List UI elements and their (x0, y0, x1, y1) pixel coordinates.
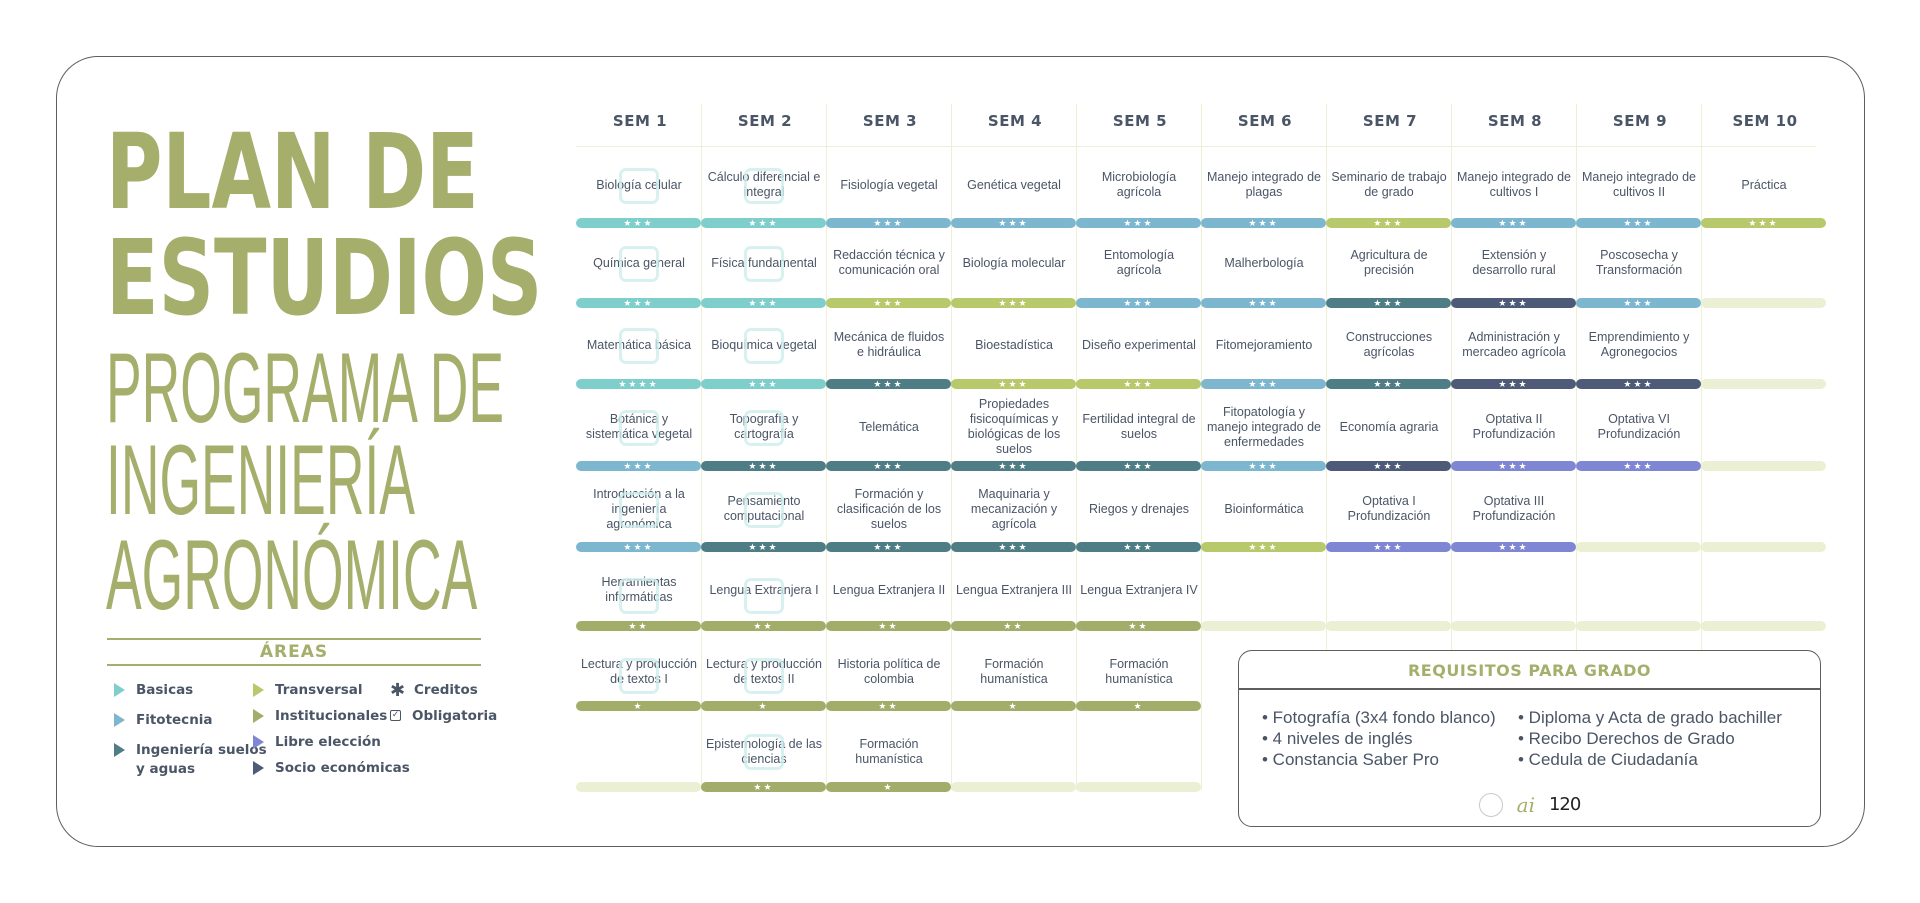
mandatory-watermark-icon (619, 328, 659, 364)
course-cell: Fertilidad integral de suelos (1082, 412, 1196, 441)
credit-bar: ★★★ (1451, 298, 1576, 308)
course-cell: Manejo integrado de plagas (1207, 170, 1321, 199)
mandatory-watermark-icon (744, 410, 784, 446)
empty-bar (1701, 621, 1826, 631)
credit-bar: ★★★ (826, 379, 951, 389)
empty-bar (576, 782, 701, 792)
mandatory-watermark-icon (619, 246, 659, 282)
legend-creditos (390, 681, 478, 700)
requirement-item: • Diploma y Acta de grado bachiller (1518, 708, 1782, 727)
credit-bar: ★★ (951, 621, 1076, 631)
mandatory-watermark-icon (619, 492, 659, 528)
title-ingenieria: INGENIERÍA (106, 424, 415, 535)
course-cell: Construcciones agrícolas (1345, 330, 1433, 359)
credit-bar: ★★★ (1201, 542, 1326, 552)
course-cell: Poscosecha y Transformación (1595, 248, 1683, 277)
course-cell: Optativa VI Profundización (1597, 412, 1681, 441)
course-cell: Epistemología de las ciencias (705, 737, 823, 766)
credit-bar: ★★★ (1576, 461, 1701, 471)
semester-header: SEM 5 (1112, 112, 1168, 130)
credit-bar: ★★★ (826, 542, 951, 552)
credit-bar: ★★ (701, 621, 826, 631)
credit-bar: ★★★ (1576, 298, 1701, 308)
credit-bar: ★★★ (951, 461, 1076, 471)
credit-bar: ★★★★ (576, 379, 701, 389)
title-programa-de: PROGRAMA DE (106, 332, 505, 443)
credit-bar: ★★★ (1326, 379, 1451, 389)
column-separator (951, 104, 952, 790)
areas-bottom-divider (107, 664, 481, 666)
course-cell: Manejo integrado de cultivos II (1582, 170, 1696, 199)
course-cell: Física fundamental (711, 255, 817, 270)
credit-bar: ★★★ (576, 461, 701, 471)
course-cell: Química general (593, 255, 685, 270)
course-cell: Formación humanística (855, 737, 923, 766)
course-cell: Formación y clasificación de los suelos (836, 486, 942, 531)
credit-bar: ★★★ (826, 218, 951, 228)
semester-header: SEM 10 (1732, 112, 1798, 130)
column-separator (1201, 104, 1202, 790)
legend-label: Basicas (136, 682, 194, 698)
course-cell: Biología celular (596, 177, 682, 192)
credit-bar: ★ (1076, 701, 1201, 711)
course-cell: Lengua Extranjera III (955, 582, 1073, 597)
mandatory-watermark-icon (744, 246, 784, 282)
empty-bar (1701, 379, 1826, 389)
empty-bar (1701, 298, 1826, 308)
course-cell: Riegos y drenajes (1088, 501, 1190, 516)
semester-header: SEM 7 (1362, 112, 1418, 130)
course-cell: Biología molecular (962, 255, 1066, 270)
course-cell: Optativa I Profundización (1347, 494, 1431, 523)
legend-label: Libre elección (275, 734, 381, 750)
course-cell: Lectura y producción de textos I (580, 657, 698, 686)
credit-bar: ★★★ (701, 542, 826, 552)
legend-transversal (253, 681, 363, 700)
course-cell: Seminario de trabajo de grado (1331, 170, 1447, 199)
credit-bar: ★★★ (701, 298, 826, 308)
mandatory-watermark-icon (619, 578, 659, 614)
credit-bar: ★★ (1076, 621, 1201, 631)
asterisk-icon: ✱ (390, 680, 406, 701)
triangle-icon (253, 735, 264, 749)
course-cell: Redacción técnica y comunicación oral (833, 248, 945, 277)
credit-bar: ★★★ (701, 461, 826, 471)
areas-top-divider (107, 638, 481, 640)
legend-obligatoria (390, 707, 497, 726)
course-cell: Fitopatología y manejo integrado de enfermedades (1207, 404, 1321, 449)
course-cell: Fisiología vegetal (840, 177, 938, 192)
semester-header: SEM 2 (737, 112, 793, 130)
mandatory-watermark-icon (619, 168, 659, 204)
credit-bar: ★★★ (1201, 379, 1326, 389)
credit-bar: ★★ (701, 782, 826, 792)
requirements-title: REQUISITOS PARA GRADO (1407, 661, 1651, 680)
requirement-item: • Recibo Derechos de Grado (1518, 729, 1735, 748)
credit-bar: ★★★ (1076, 218, 1201, 228)
triangle-icon (253, 709, 264, 723)
requirements-left-list (1262, 707, 1496, 770)
legend-institucionales (253, 707, 387, 726)
requirement-item: • Constancia Saber Pro (1262, 750, 1439, 769)
legend-label: Creditos (414, 682, 478, 698)
course-cell: Práctica (1741, 177, 1787, 192)
course-cell: Botánica y sistemática vegetal (585, 412, 693, 441)
triangle-icon (253, 683, 264, 697)
credit-bar: ★★★ (701, 379, 826, 389)
legend-label: Ingeniería suelos y aguas (136, 742, 267, 777)
triangle-icon (114, 743, 125, 757)
credit-bar: ★★★ (1201, 461, 1326, 471)
empty-bar (1076, 782, 1201, 792)
course-cell: Lectura y producción de textos II (705, 657, 823, 686)
requirements-right-list (1518, 707, 1782, 770)
credit-bar: ★★★ (1451, 461, 1576, 471)
credit-bar: ★ (576, 701, 701, 711)
credit-bar: ★★ (576, 621, 701, 631)
course-cell: Microbiología agrícola (1101, 170, 1177, 199)
course-cell: Genética vegetal (967, 177, 1061, 192)
credit-bar: ★★★ (1076, 379, 1201, 389)
empty-bar (1576, 542, 1701, 552)
course-cell: Lengua Extranjera IV (1080, 582, 1198, 597)
course-cell: Lengua Extranjera II (832, 582, 946, 597)
requirement-item: • Fotografía (3x4 fondo blanco) (1262, 708, 1496, 727)
requirements-box (1238, 650, 1821, 827)
course-cell: Matemática básica (586, 337, 692, 352)
requirements-divider (1239, 688, 1820, 690)
credit-bar: ★★★ (1576, 379, 1701, 389)
credit-bar: ★★★ (1451, 218, 1576, 228)
course-cell: Pensamiento computacional (723, 494, 805, 523)
credit-bar: ★★★ (1201, 298, 1326, 308)
credit-bar: ★★★ (576, 542, 701, 552)
course-cell: Diseño experimental (1082, 337, 1196, 352)
triangle-icon (253, 761, 264, 775)
triangle-icon (114, 683, 125, 697)
credit-bar: ★ (826, 782, 951, 792)
ai-logo: ai (1516, 793, 1535, 817)
credit-bar: ★★★ (1326, 218, 1451, 228)
course-cell: Formación humanística (1105, 657, 1173, 686)
empty-bar (1576, 621, 1701, 631)
course-cell: Extensión y desarrollo rural (1472, 248, 1556, 277)
legend-socio-economicas (253, 759, 410, 778)
university-seal-logo (1479, 793, 1503, 817)
course-cell: Agricultura de precisión (1350, 248, 1428, 277)
course-cell: Optativa II Profundización (1472, 412, 1556, 441)
course-cell: Topografía y cartografía (729, 412, 799, 441)
mandatory-watermark-icon (619, 658, 659, 694)
empty-bar (1201, 621, 1326, 631)
title-agronomica: AGRONÓMICA (106, 519, 478, 630)
title-estudios: ESTUDIOS (106, 217, 543, 339)
mandatory-watermark-icon (744, 658, 784, 694)
credit-bar: ★★★ (951, 379, 1076, 389)
legend-label: Obligatoria (412, 708, 498, 724)
credit-bar: ★★ (826, 701, 951, 711)
mandatory-watermark-icon (744, 168, 784, 204)
credit-bar: ★★★ (826, 461, 951, 471)
checkbox-icon: ✓ (391, 710, 400, 720)
credit-bar: ★★★ (576, 298, 701, 308)
credit-bar: ★★★ (1326, 298, 1451, 308)
mandatory-watermark-icon (744, 578, 784, 614)
credit-bar: ★★★ (1076, 461, 1201, 471)
credit-bar: ★★★ (951, 218, 1076, 228)
credit-bar: ★★★ (951, 298, 1076, 308)
legend-basicas (114, 681, 193, 700)
course-cell: Bioquímica vegetal (711, 337, 817, 352)
course-cell: Propiedades fisicoquímicas y biológicas de los suelos (967, 397, 1061, 456)
semester-header: SEM 3 (862, 112, 918, 130)
requirement-item: • Cedula de Ciudadanía (1518, 750, 1698, 769)
course-cell: Introducción a la ingeniería agronómica (593, 486, 685, 531)
course-cell: Administración y mercadeo agrícola (1462, 330, 1566, 359)
column-separator (701, 104, 702, 790)
course-cell: Mecánica de fluidos e hidráulica (833, 330, 945, 359)
course-cell: Malherbología (1224, 255, 1304, 270)
course-cell: Telemática (859, 419, 919, 434)
course-cell: Entomología agrícola (1103, 248, 1175, 277)
course-cell: Historia política de colombia (837, 657, 941, 686)
credit-bar: ★★★ (826, 298, 951, 308)
triangle-icon (114, 713, 125, 727)
title-plan-de: PLAN DE (106, 111, 479, 233)
credit-bar: ★★★ (1451, 542, 1576, 552)
credit-bar: ★★★ (1076, 542, 1201, 552)
institution-logos (1239, 793, 1820, 817)
credit-bar: ★★★ (1576, 218, 1701, 228)
legend-fitotecnia (114, 711, 213, 730)
legend-label: Institucionales (275, 708, 388, 724)
course-cell: Bioinformática (1224, 501, 1304, 516)
empty-bar (1451, 621, 1576, 631)
column-separator (826, 104, 827, 790)
credit-bar: ★★★ (951, 542, 1076, 552)
course-cell: Emprendimiento y Agronegocios (1588, 330, 1690, 359)
empty-bar (1701, 461, 1826, 471)
course-cell: Bioestadística (975, 337, 1053, 352)
legend-label: Transversal (275, 682, 363, 698)
course-cell: Optativa III Profundización (1472, 494, 1556, 523)
course-cell: Fitomejoramiento (1215, 337, 1313, 352)
course-cell: Economía agraria (1339, 419, 1439, 434)
legend-suelos (114, 741, 267, 779)
semester-header: SEM 4 (987, 112, 1043, 130)
course-cell: Lengua Extranjera I (709, 582, 819, 597)
legend-label: Socio económicas (275, 760, 410, 776)
semester-header: SEM 6 (1237, 112, 1293, 130)
course-cell: Manejo integrado de cultivos I (1457, 170, 1571, 199)
empty-bar (1326, 621, 1451, 631)
credit-bar: ★★★ (1326, 542, 1451, 552)
credit-bar: ★ (951, 701, 1076, 711)
course-cell: Cálculo diferencial e integral (707, 170, 821, 199)
requirement-item: • 4 niveles de inglés (1262, 729, 1413, 748)
course-cell: Maquinaria y mecanización y agrícola (970, 486, 1058, 531)
column-separator (1076, 104, 1077, 790)
credit-bar: ★★★ (1451, 379, 1576, 389)
legend-libre-eleccion (253, 733, 381, 752)
mandatory-watermark-icon (744, 328, 784, 364)
areas-title: ÁREAS (259, 642, 329, 662)
credit-bar: ★★ (826, 621, 951, 631)
course-cell: Formación humanística (980, 657, 1048, 686)
credit-bar: ★★★ (1701, 218, 1826, 228)
semester-header: SEM 9 (1612, 112, 1668, 130)
mandatory-watermark-icon (744, 734, 784, 770)
semester-header: SEM 1 (612, 112, 668, 130)
legend-label: Fitotecnia (136, 712, 213, 728)
credit-bar: ★★★ (1326, 461, 1451, 471)
credit-bar: ★★★ (701, 218, 826, 228)
empty-bar (1701, 542, 1826, 552)
credit-bar: ★★★ (1201, 218, 1326, 228)
mandatory-watermark-icon (744, 492, 784, 528)
credit-bar: ★★★ (576, 218, 701, 228)
empty-bar (951, 782, 1076, 792)
anniversary-120-logo: 120 (1548, 794, 1581, 815)
header-divider (576, 146, 1816, 147)
course-cell: Herramientas informáticas (601, 575, 677, 604)
credit-bar: ★★★ (1076, 298, 1201, 308)
credit-bar: ★ (701, 701, 826, 711)
semester-header: SEM 8 (1487, 112, 1543, 130)
mandatory-watermark-icon (619, 410, 659, 446)
